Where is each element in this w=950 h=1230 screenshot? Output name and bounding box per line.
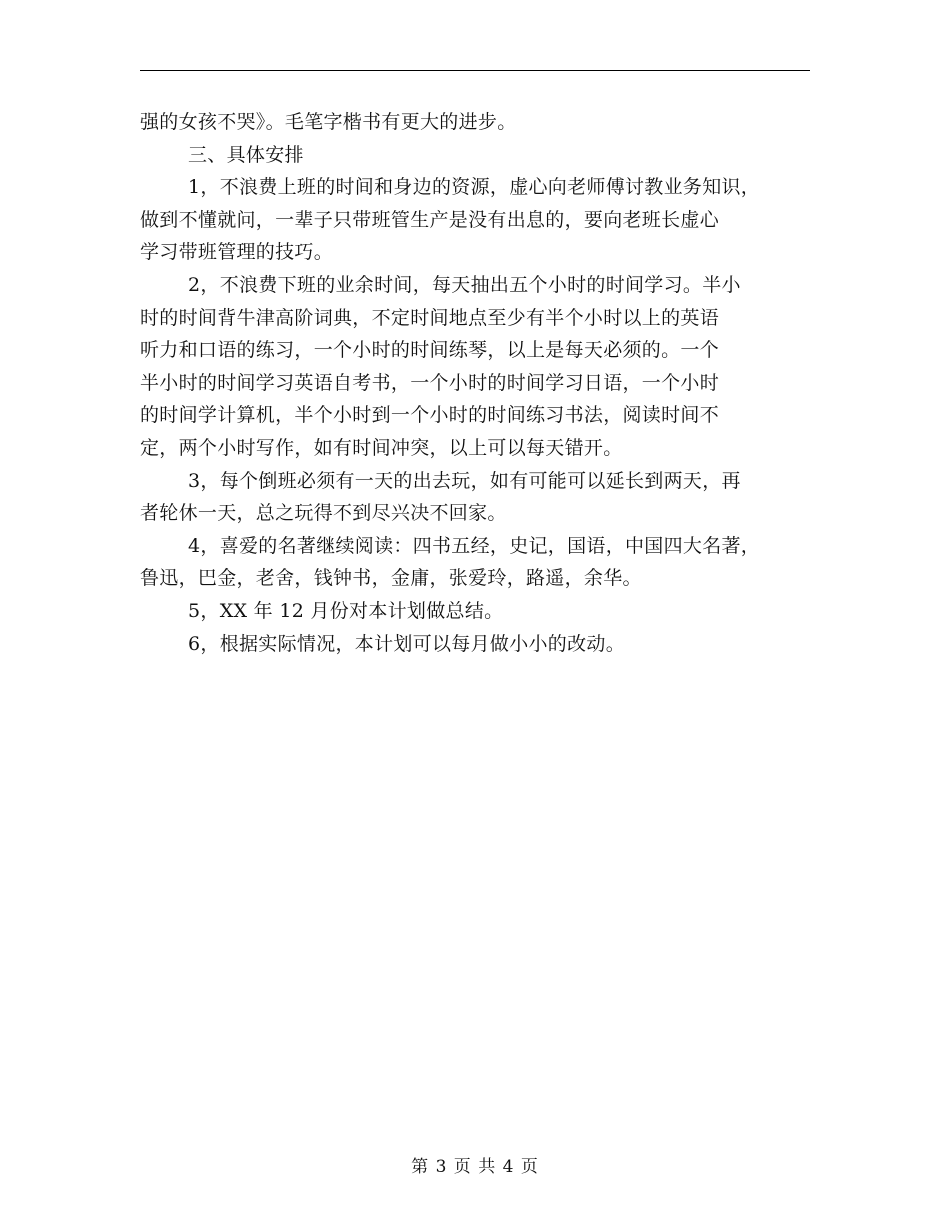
- text-line-9: 半小时的时间学习英语自考书，一个小时的时间学习日语，一个小时: [140, 371, 720, 394]
- text-line-17: 6，根据实际情况，本计划可以每月做小小的改动。: [188, 632, 625, 655]
- text-line-14: 4，喜爱的名著继续阅读：四书五经，史记，国语，中国四大名著，: [188, 534, 761, 557]
- text-line-4: 做到不懂就问，一辈子只带班管生产是没有出息的，要向老班长虚心: [140, 208, 720, 231]
- header-rule: [140, 70, 810, 71]
- text-line-11: 定，两个小时写作，如有时间冲突，以上可以每天错开。: [140, 436, 623, 459]
- page-footer: 第 3 页 共 4 页: [411, 1157, 539, 1177]
- text-line-3: 1，不浪费上班的时间和身边的资源，虚心向老师傅讨教业务知识，: [188, 176, 761, 199]
- text-line-15: 鲁迅，巴金，老舍，钱钟书，金庸，张爱玲，路遥，余华。: [140, 567, 642, 590]
- text-line-7: 时的时间背牛津高阶词典，不定时间地点至少有半个小时以上的英语: [140, 306, 720, 329]
- text-line-8: 听力和口语的练习，一个小时的时间练琴，以上是每天必须的。一个: [140, 339, 720, 362]
- text-line-12: 3，每个倒班必须有一天的出去玩，如有可能可以延长到两天，再: [188, 469, 741, 492]
- text-line-5: 学习带班管理的技巧。: [140, 241, 334, 264]
- section-heading: 三、具体安排: [188, 143, 304, 166]
- text-line-1: 强的女孩不哭》。毛笔字楷书有更大的进步。: [140, 111, 517, 133]
- document-body: [140, 106, 820, 660]
- text-line-6: 2，不浪费下班的业余时间，每天抽出五个小时的时间学习。半小: [188, 273, 741, 296]
- text-line-10: 的时间学计算机，半个小时到一个小时的时间练习书法，阅读时间不: [140, 404, 720, 427]
- text-line-16: 5，XX 年 12 月份对本计划做总结。: [188, 599, 504, 622]
- text-line-13: 者轮休一天，总之玩得不到尽兴决不回家。: [140, 502, 507, 525]
